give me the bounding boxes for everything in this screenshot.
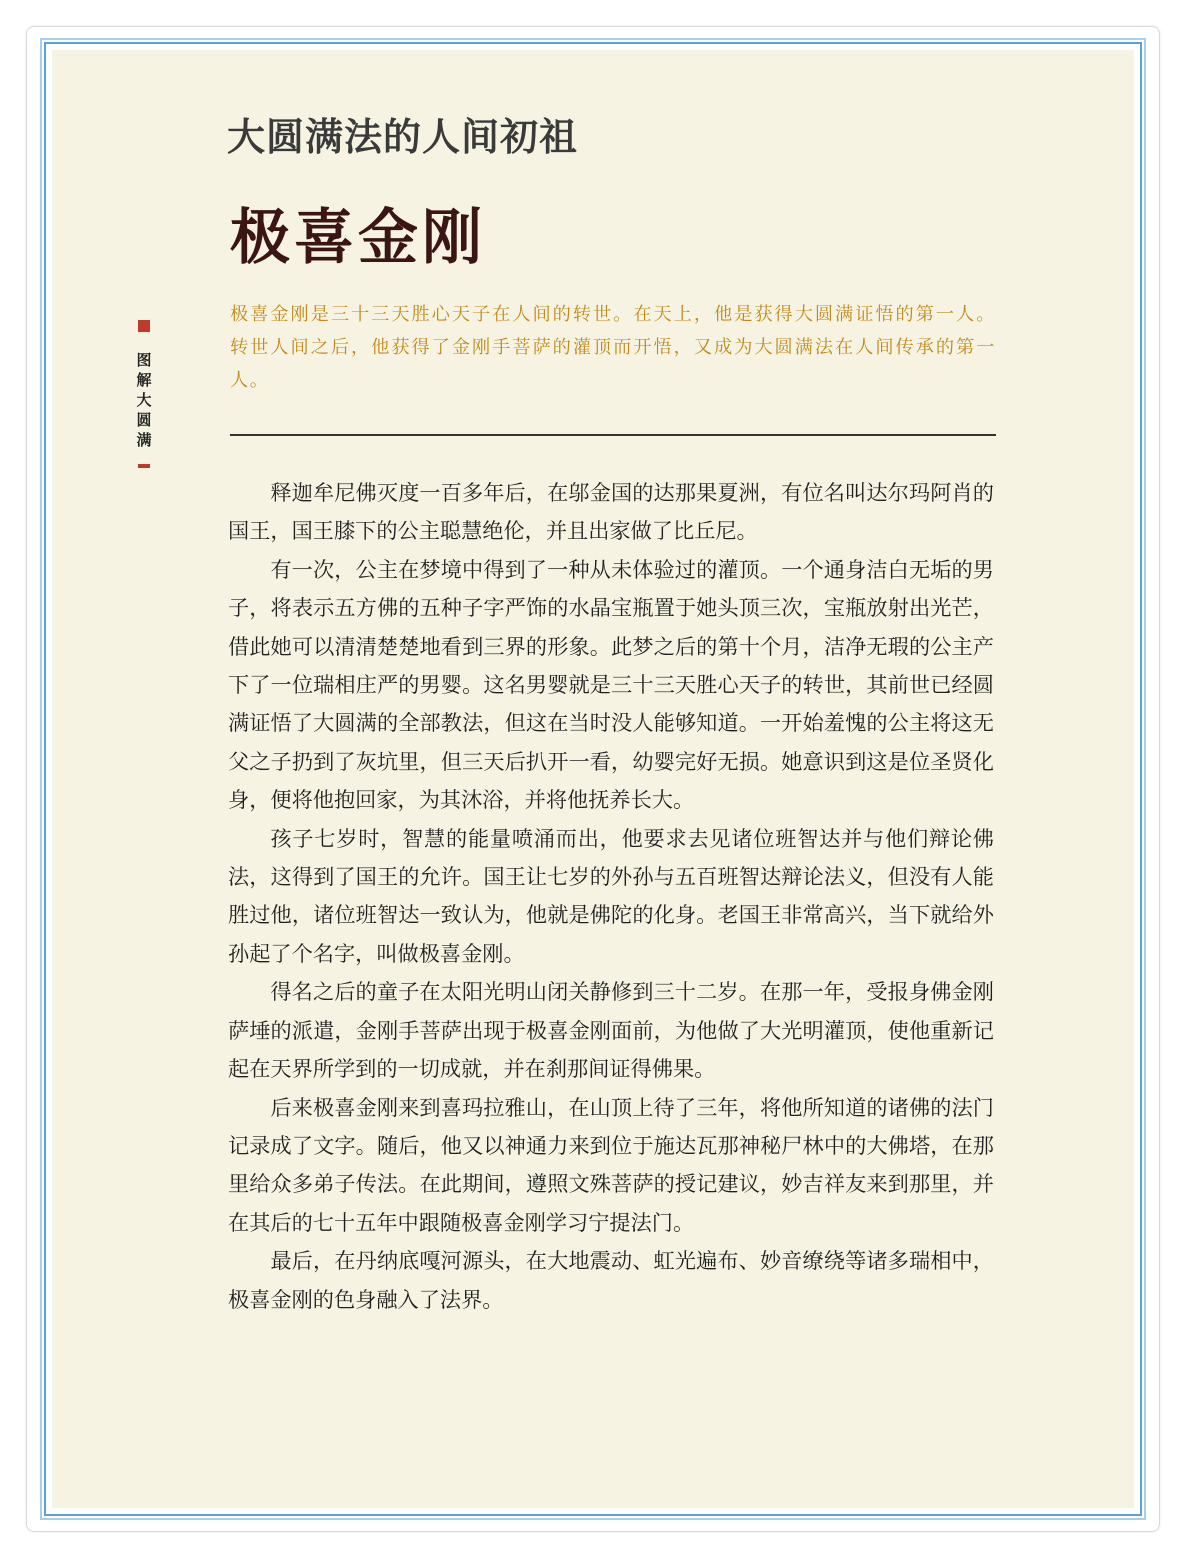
side-book-label [132,320,156,468]
paragraph: 最后，在丹纳底嘎河源头，在大地震动、虹光遍布、妙音缭绕等诸多瑞相中，极喜金刚的色身融入了法界。 [228,1248,994,1312]
paragraph: 有一次，公主在梦境中得到了一种从未体验过的灌顶。一个通身洁白无垢的男子，将表示五方佛的五种子字严饰的水晶宝瓶置于她头顶三次，宝瓶放射出光芒，借此她可以清清楚楚地看到三界的形象。此梦之后的第十个月，洁净无瑕的公主产下了一位瑞相庄严的男婴。这名男婴就是三十三天胜心天子的转世，其前世已经圆满证悟了大圆满的全部教法，但这在当时没人能够知道。一开始羞愧的公主将这无父之子扔到了灰坑里，但三天后扒开一看，幼婴完好无损。她意识到这是位圣贤化身，便将他抱回家，为其沐浴，并将他抚养长大。 [228,556,994,813]
red-square-mark [138,320,150,332]
paragraph: 后来极喜金刚来到喜玛拉雅山，在山顶上待了三年，将他所知道的诸佛的法门记录成了文字。随后，他又以神通力来到位于施达瓦那神秘尸林中的大佛塔，在那里给众多弟子传法。在此期间，遵照文殊菩萨的授记建议，妙吉祥友来到那里，并在其后的七十五年中跟随极喜金刚学习宁提法门。 [228,1094,994,1235]
paragraph: 释迦牟尼佛灭度一百多年后，在邬金国的达那果夏洲，有位名叫达尔玛阿肖的国王，国王膝下的公主聪慧绝伦，并且出家做了比丘尼。 [228,480,994,544]
paragraph: 孩子七岁时，智慧的能量喷涌而出，他要求去见诸位班智达并与他们辩论佛法，这得到了国王的允许。国王让七岁的外孙与五百班智达辩论法义，但没有人能胜过他，诸位班智达一致认为，他就是佛陀的化身。老国王非常高兴，当下就给外孙起了个名字，叫做极喜金刚。 [228,825,994,966]
body-text [228,474,994,1319]
book-page [52,50,1134,1508]
paragraph: 得名之后的童子在太阳光明山闭关静修到三十二岁。在那一年，受报身佛金刚萨埵的派遣，金刚手菩萨出现于极喜金刚面前，为他做了大光明灌顶，使他重新记起在天界所学到的一切成就，并在刹那间证得佛果。 [228,979,994,1082]
side-book-title: 图解大圆满 [136,351,152,449]
red-dash-mark [138,464,150,468]
chapter-title: 极喜金刚 [230,203,486,273]
series-title: 大圆满法的人间初祖 [227,115,579,159]
section-divider [230,434,996,436]
intro-summary: 极喜金刚是三十三天胜心天子在人间的转世。在天上，他是获得大圆满证悟的第一人。转世人间之后，他获得了金刚手菩萨的灌顶而开悟，又成为大圆满法在人间传承的第一人。 [230,304,996,391]
